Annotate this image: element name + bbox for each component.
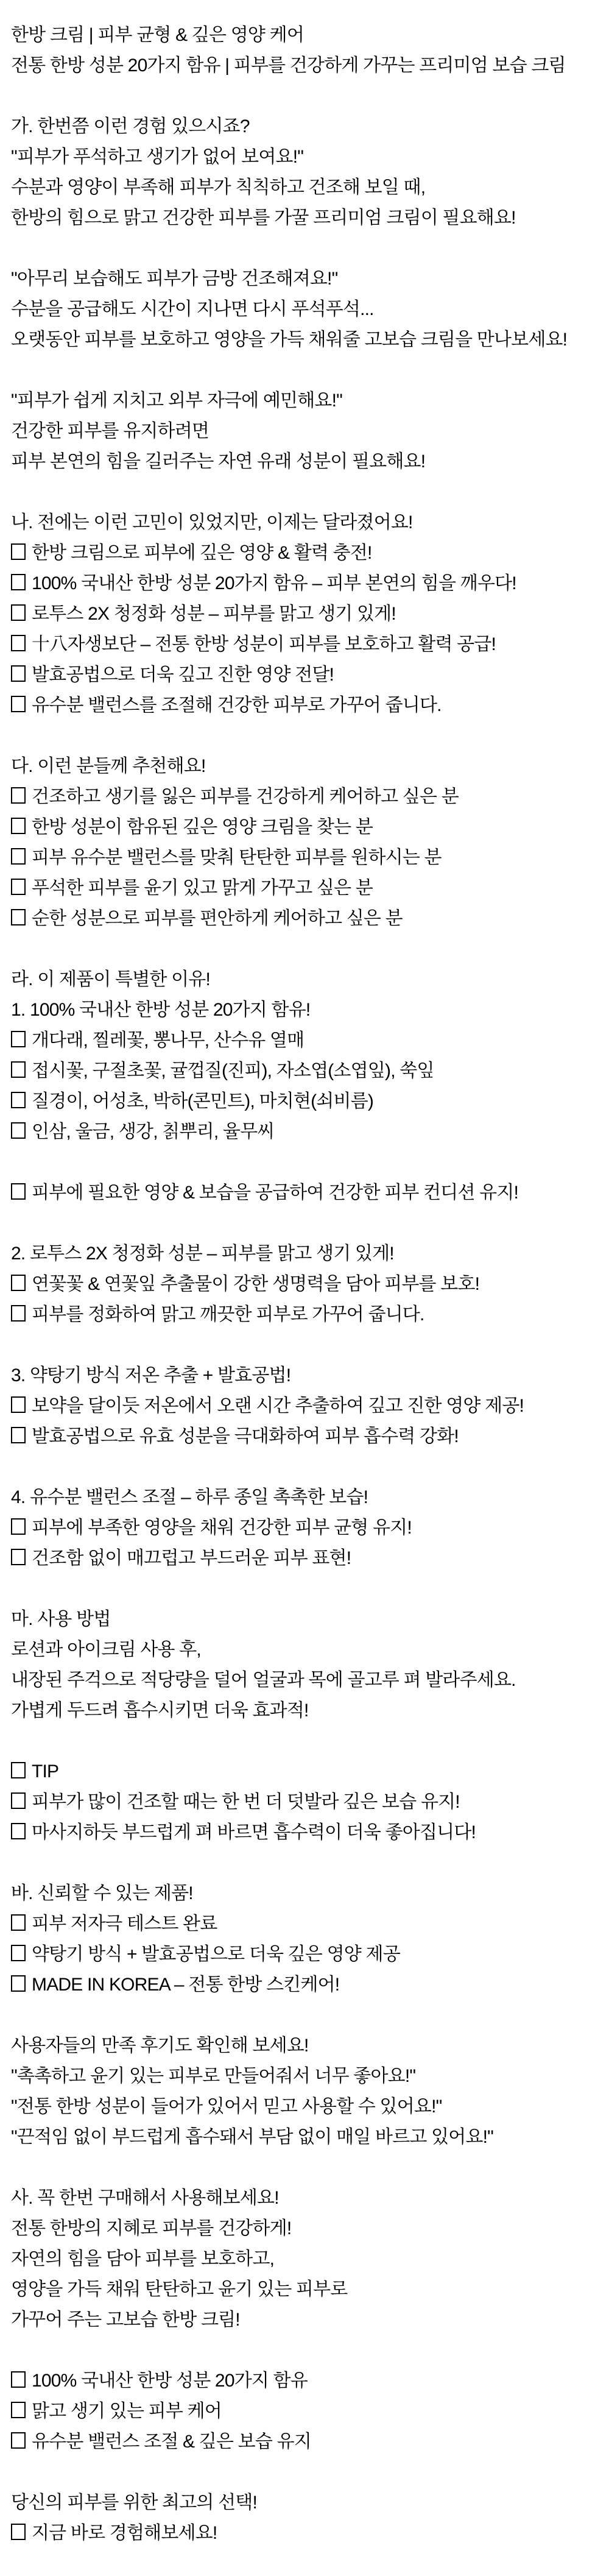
placeholder-square-icon <box>11 1183 26 1200</box>
placeholder-square-icon <box>11 1092 26 1108</box>
placeholder-square-icon <box>11 787 26 804</box>
text-line <box>11 1635 597 1665</box>
bullet-line <box>11 843 597 873</box>
document-body <box>11 20 597 2549</box>
placeholder-square-icon <box>11 1518 26 1535</box>
bullet-line <box>11 629 597 660</box>
section-title <box>11 20 597 81</box>
line-text: 피부 저자극 테스트 완료 <box>32 1914 217 1934</box>
placeholder-square-icon <box>11 1396 26 1413</box>
text-line <box>11 447 597 477</box>
line-text: 오랫동안 피부를 보호하고 영양을 가득 채워줄 고보습 크림을 만나보세요! <box>11 330 568 350</box>
text-line <box>11 2092 597 2122</box>
line-text: 한방의 힘으로 맑고 건강한 피부를 가꿀 프리미엄 크림이 필요해요! <box>11 208 516 228</box>
bullet-line <box>11 2366 597 2396</box>
section-da-recommend <box>11 751 597 934</box>
placeholder-square-icon <box>11 2371 26 2388</box>
section-ra-special-ingredients <box>11 964 597 1147</box>
line-text: MADE IN KOREA – 전통 한방 스킨케어! <box>32 1975 340 1995</box>
line-text: 질경이, 어성초, 박하(콘민트), 마치현(쇠비름) <box>32 1091 374 1111</box>
line-text: 약탕기 방식 + 발효공법으로 더욱 깊은 영양 제공 <box>32 1944 400 1964</box>
bullet-line <box>11 1543 597 1574</box>
section-ma-usage <box>11 1604 597 1726</box>
line-text: 발효공법으로 더욱 깊고 진한 영양 전달! <box>32 665 334 685</box>
placeholder-square-icon <box>11 1031 26 1047</box>
text-line <box>11 416 597 447</box>
placeholder-square-icon <box>11 1792 26 1809</box>
line-text: 한방 크림으로 피부에 깊은 영양 & 활력 충전! <box>32 543 372 563</box>
line-text: 건조하고 생기를 잃은 피부를 건강하게 케어하고 싶은 분 <box>32 787 459 807</box>
bullet-line <box>11 1056 597 1086</box>
line-text: 유수분 밸런스 조절 & 깊은 보습 유지 <box>32 2432 311 2452</box>
line-text: 1. 100% 국내산 한방 성분 20가지 함유! <box>11 1000 311 1020</box>
line-text: 자연의 힘을 담아 피부를 보호하고, <box>11 2249 275 2269</box>
bullet-line <box>11 1269 597 1300</box>
placeholder-square-icon <box>11 2402 26 2418</box>
text-line <box>11 2244 597 2274</box>
placeholder-square-icon <box>11 879 26 895</box>
line-text: "아무리 보습해도 피부가 금방 건조해져요!" <box>11 269 338 289</box>
line-text: 十八자생보단 – 전통 한방 성분이 피부를 보호하고 활력 공급! <box>32 634 496 654</box>
placeholder-square-icon <box>11 1914 26 1931</box>
bullet-line <box>11 1787 597 1817</box>
placeholder-square-icon <box>11 909 26 925</box>
placeholder-square-icon <box>11 1122 26 1139</box>
line-text: 피부가 많이 건조할 때는 한 번 더 덧발라 깊은 보습 유지! <box>32 1792 460 1812</box>
line-text: 인삼, 울금, 생강, 칡뿌리, 율무씨 <box>32 1122 275 1142</box>
text-line <box>11 51 597 81</box>
placeholder-square-icon <box>11 848 26 865</box>
line-text: "피부가 쉽게 지치고 외부 자극에 예민해요!" <box>11 391 342 411</box>
text-line <box>11 2488 597 2518</box>
line-text: 순한 성분으로 피부를 편안하게 케어하고 싶은 분 <box>32 908 403 929</box>
placeholder-square-icon <box>11 604 26 621</box>
placeholder-square-icon <box>11 1427 26 1443</box>
placeholder-square-icon <box>11 1061 26 1078</box>
section-reviews <box>11 2031 597 2153</box>
text-line <box>11 1696 597 1726</box>
bullet-line <box>11 782 597 812</box>
line-text: 접시꽃, 구절초꽃, 귤껍질(진피), 자소엽(소엽잎), 쑥잎 <box>32 1061 434 1081</box>
bullet-line <box>11 2518 597 2549</box>
text-line <box>11 964 597 995</box>
section-closing <box>11 2488 597 2549</box>
line-text: 개다래, 찔레꽃, 뽕나무, 산수유 열매 <box>32 1030 304 1050</box>
text-line <box>11 264 597 294</box>
line-text: 사용자들의 만족 후기도 확인해 보세요! <box>11 2036 309 2056</box>
placeholder-square-icon <box>11 818 26 834</box>
bullet-line <box>11 873 597 904</box>
line-text: 보약을 달이듯 저온에서 오랜 시간 추출하여 깊고 진한 영양 제공! <box>32 1396 524 1416</box>
bullet-line <box>11 1391 597 1421</box>
text-line <box>11 2213 597 2244</box>
line-text: 지금 바로 경험해보세요! <box>32 2523 217 2543</box>
placeholder-square-icon <box>11 574 26 590</box>
bullet-line <box>11 2396 597 2427</box>
bullet-line <box>11 1421 597 1452</box>
text-line <box>11 2031 597 2061</box>
line-text: 한방 크림 | 피부 균형 & 깊은 영양 케어 <box>11 25 304 45</box>
bullet-line <box>11 1117 597 1147</box>
text-line <box>11 1878 597 1909</box>
line-text: 로투스 2X 청정화 성분 – 피부를 맑고 생기 있게! <box>32 604 396 624</box>
section-sensitive-complaint <box>11 386 597 477</box>
text-line <box>11 2122 597 2153</box>
line-text: 가꾸어 주는 고보습 한방 크림! <box>11 2310 240 2330</box>
line-text: 발효공법으로 유효 성분을 극대화하여 피부 흡수력 강화! <box>32 1426 459 1446</box>
bullet-line <box>11 1909 597 1939</box>
line-text: 가. 한번쯤 이런 경험 있으시죠? <box>11 116 250 136</box>
line-text: 전통 한방 성분 20가지 함유 | 피부를 건강하게 가꾸는 프리미엄 보습 크림 <box>11 55 566 76</box>
bullet-line <box>11 1817 597 1848</box>
section-moisture-balance <box>11 1482 597 1574</box>
line-text: 피부를 정화하여 맑고 깨끗한 피부로 가꾸어 줍니다. <box>32 1304 424 1325</box>
line-text: 라. 이 제품이 특별한 이유! <box>11 969 211 989</box>
bullet-line <box>11 1025 597 1056</box>
placeholder-square-icon <box>11 1762 26 1778</box>
text-line <box>11 386 597 416</box>
line-text: 4. 유수분 밸런스 조절 – 하루 종일 촉촉한 보습! <box>11 1487 368 1507</box>
line-text: "피부가 푸석하고 생기가 없어 보여요!" <box>11 147 304 167</box>
text-line <box>11 142 597 172</box>
line-text: 유수분 밸런스를 조절해 건강한 피부로 가꾸어 줍니다. <box>32 695 442 715</box>
line-text: 바. 신뢰할 수 있는 제품! <box>11 1883 193 1903</box>
line-text: 수분을 공급해도 시간이 지나면 다시 푸석푸석... <box>11 299 374 319</box>
line-text: 가볍게 두드려 흡수시키면 더욱 효과적! <box>11 1700 309 1721</box>
text-line <box>11 2061 597 2092</box>
text-line <box>11 20 597 51</box>
line-text: 나. 전에는 이런 고민이 있었지만, 이제는 달라졌어요! <box>11 512 413 533</box>
bullet-line <box>11 568 597 599</box>
line-text: 2. 로투스 2X 청정화 성분 – 피부를 맑고 생기 있게! <box>11 1244 394 1264</box>
line-text: 100% 국내산 한방 성분 20가지 함유 <box>32 2371 308 2391</box>
placeholder-square-icon <box>11 1975 26 1992</box>
text-line <box>11 1604 597 1635</box>
text-line <box>11 203 597 233</box>
line-text: 다. 이런 분들께 추천해요! <box>11 756 206 776</box>
text-line <box>11 995 597 1025</box>
line-text: TIP <box>32 1761 59 1782</box>
line-text: 건조함 없이 매끄럽고 부드러운 피부 표현! <box>32 1548 351 1568</box>
text-line <box>11 172 597 203</box>
section-ba-trust <box>11 1878 597 2000</box>
placeholder-square-icon <box>11 1305 26 1322</box>
line-text: 100% 국내산 한방 성분 20가지 함유 – 피부 본연의 힘을 깨우다! <box>32 573 516 593</box>
placeholder-square-icon <box>11 635 26 651</box>
line-text: 피부 유수분 밸런스를 맞춰 탄탄한 피부를 원하시는 분 <box>32 847 442 868</box>
line-text: 피부에 필요한 영양 & 보습을 공급하여 건강한 피부 컨디션 유지! <box>32 1183 519 1203</box>
line-text: 전통 한방의 지혜로 피부를 건강하게! <box>11 2218 292 2238</box>
line-text: 내장된 주걱으로 적당량을 덜어 얼굴과 목에 골고루 펴 발라주세요. <box>11 1670 516 1690</box>
line-text: 맑고 생기 있는 피부 케어 <box>32 2401 222 2421</box>
text-line <box>11 2305 597 2335</box>
text-line <box>11 508 597 538</box>
section-sa-purchase <box>11 2183 597 2335</box>
bullet-line <box>11 1757 597 1787</box>
placeholder-square-icon <box>11 696 26 712</box>
text-line <box>11 111 597 142</box>
text-line <box>11 1482 597 1513</box>
bullet-line <box>11 660 597 690</box>
section-extraction-method <box>11 1361 597 1452</box>
line-text: 로션과 아이크림 사용 후, <box>11 1640 201 1660</box>
bullet-line <box>11 2427 597 2457</box>
line-text: 영양을 가득 채워 탄탄하고 윤기 있는 피부로 <box>11 2279 348 2299</box>
line-text: "전통 한방 성분이 들어가 있어서 믿고 사용할 수 있어요!" <box>11 2097 442 2117</box>
bullet-line <box>11 1178 597 1208</box>
bullet-line <box>11 1086 597 1117</box>
line-text: 한방 성분이 함유된 깊은 영양 크림을 찾는 분 <box>32 817 373 837</box>
bullet-line <box>11 1970 597 2000</box>
line-text: 3. 약탕기 방식 저온 추출 + 발효공법! <box>11 1365 291 1385</box>
section-nutrition-note <box>11 1178 597 1208</box>
line-text: 건강한 피부를 유지하려면 <box>11 421 209 441</box>
bullet-line <box>11 904 597 934</box>
placeholder-square-icon <box>11 543 26 560</box>
placeholder-square-icon <box>11 1945 26 1961</box>
placeholder-square-icon <box>11 2524 26 2540</box>
bullet-line <box>11 1513 597 1543</box>
placeholder-square-icon <box>11 665 26 682</box>
bullet-line <box>11 538 597 568</box>
bullet-line <box>11 1300 597 1330</box>
line-text: 피부에 부족한 영양을 채워 건강한 피부 균형 유지! <box>32 1518 412 1538</box>
line-text: 피부 본연의 힘을 길러주는 자연 유래 성분이 필요해요! <box>11 451 426 472</box>
placeholder-square-icon <box>11 1549 26 1565</box>
text-line <box>11 2183 597 2213</box>
section-na-benefits <box>11 508 597 721</box>
line-text: "촉촉하고 윤기 있는 피부로 만들어줘서 너무 좋아요!" <box>11 2066 416 2086</box>
section-ga-experience <box>11 111 597 233</box>
section-tip <box>11 1757 597 1848</box>
line-text: 수분과 영양이 부족해 피부가 칙칙하고 건조해 보일 때, <box>11 177 426 197</box>
line-text: 연꽃꽃 & 연꽃잎 추출물이 강한 생명력을 담아 피부를 보호! <box>32 1274 480 1294</box>
text-line <box>11 294 597 325</box>
text-line <box>11 325 597 355</box>
line-text: 푸석한 피부를 윤기 있고 맑게 가꾸고 싶은 분 <box>32 878 373 898</box>
placeholder-square-icon <box>11 1823 26 1839</box>
text-line <box>11 1361 597 1391</box>
text-line <box>11 1665 597 1696</box>
section-summary-points <box>11 2366 597 2457</box>
bullet-line <box>11 812 597 843</box>
placeholder-square-icon <box>11 1275 26 1291</box>
section-dry-complaint <box>11 264 597 355</box>
line-text: 사. 꼭 한번 구매해서 사용해보세요! <box>11 2188 279 2208</box>
text-line <box>11 2274 597 2305</box>
line-text: 마. 사용 방법 <box>11 1609 111 1629</box>
bullet-line <box>11 599 597 629</box>
section-lotus-cleansing <box>11 1239 597 1330</box>
line-text: 당신의 피부를 위한 최고의 선택! <box>11 2493 258 2513</box>
text-line <box>11 1239 597 1269</box>
line-text: "끈적임 없이 부드럽게 흡수돼서 부담 없이 매일 바르고 있어요!" <box>11 2127 494 2147</box>
placeholder-square-icon <box>11 2432 26 2449</box>
line-text: 마사지하듯 부드럽게 펴 바르면 흡수력이 더욱 좋아집니다! <box>32 1822 476 1842</box>
bullet-line <box>11 690 597 721</box>
bullet-line <box>11 1939 597 1970</box>
text-line <box>11 751 597 782</box>
